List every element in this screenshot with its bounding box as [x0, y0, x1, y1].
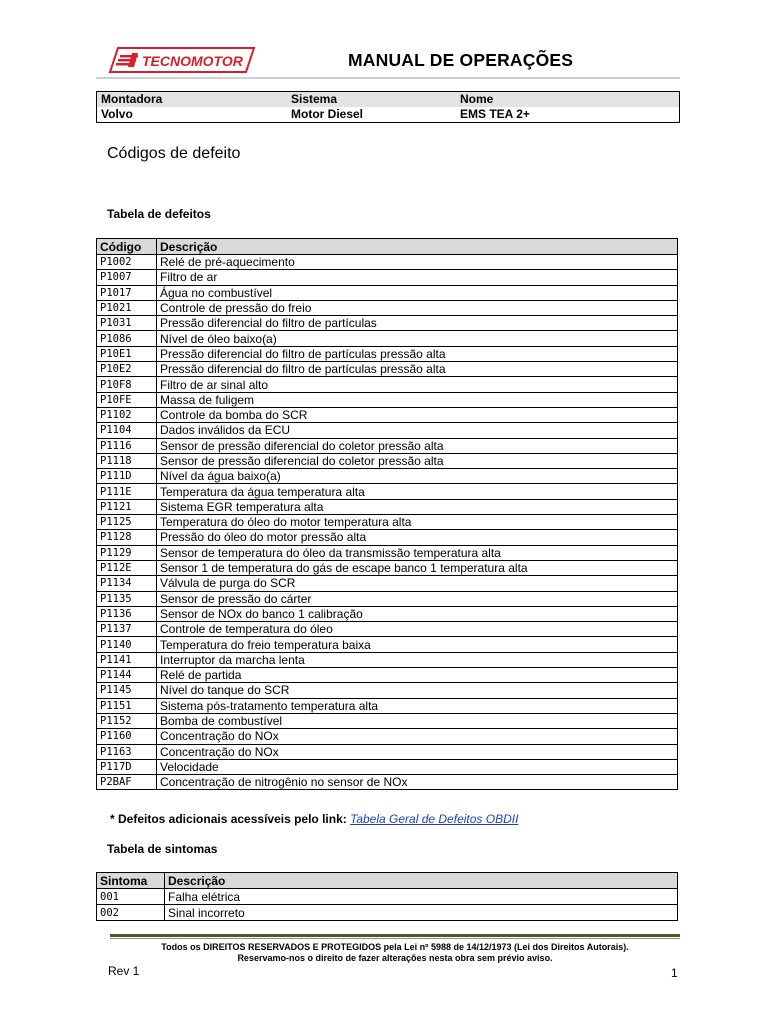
defects-header-description: Descrição [157, 239, 678, 255]
defect-row [97, 775, 678, 790]
defect-row [97, 729, 678, 744]
defect-description-cell: Sensor de temperatura do óleo da transmissão temperatura alta [157, 545, 678, 560]
copyright-line-2: Reservamo-nos o direito de fazer alterações nesta obra sem prévio aviso. [237, 953, 553, 963]
defect-row [97, 713, 678, 728]
info-value-sistema: Motor Diesel [291, 107, 364, 121]
defect-row [97, 622, 678, 637]
defect-description-cell: Pressão do óleo do motor pressão alta [157, 530, 678, 545]
defect-code-cell: P1134 [97, 576, 157, 591]
defect-description-cell: Pressão diferencial do filtro de partículas pressão alta [157, 362, 678, 377]
defect-code-cell: P1145 [97, 683, 157, 698]
defect-description-cell: Sistema EGR temperatura alta [157, 499, 678, 514]
defect-code-cell: P2BAF [97, 775, 157, 790]
defect-row [97, 560, 678, 575]
defect-row [97, 744, 678, 759]
defect-description-cell: Nível do tanque do SCR [157, 683, 678, 698]
defect-description-cell: Controle de pressão do freio [157, 300, 678, 315]
defect-row [97, 423, 678, 438]
defect-description-cell: Interruptor da marcha lenta [157, 652, 678, 667]
symptom-code-cell: 002 [97, 905, 165, 921]
defect-code-cell: P1104 [97, 423, 157, 438]
defect-description-cell: Concentração do NOx [157, 744, 678, 759]
defect-description-cell: Filtro de ar sinal alto [157, 377, 678, 392]
defect-code-cell: P1086 [97, 331, 157, 346]
defect-code-cell: P10F8 [97, 377, 157, 392]
header [96, 40, 680, 80]
symptom-description-cell: Sinal incorreto [165, 905, 678, 921]
defect-code-cell: P1116 [97, 438, 157, 453]
defect-code-cell: P1151 [97, 698, 157, 713]
defect-code-cell: P1118 [97, 453, 157, 468]
defect-description-cell: Relé de partida [157, 668, 678, 683]
defect-description-cell: Concentração de nitrogênio no sensor de NOx [157, 775, 678, 790]
defect-description-cell: Nível de óleo baixo(a) [157, 331, 678, 346]
symptoms-header-row [97, 873, 678, 889]
defect-row [97, 377, 678, 392]
copyright-line-1: Todos os DIREITOS RESERVADOS E PROTEGIDOS pela Lei nº 5988 de 14/12/1973 (Lei dos Direitos Autorais). [161, 942, 629, 952]
defect-description-cell: Concentração do NOx [157, 729, 678, 744]
symptoms-header-code: Sintoma [97, 873, 165, 889]
defect-row [97, 346, 678, 361]
defect-description-cell: Dados inválidos da ECU [157, 423, 678, 438]
defect-description-cell: Controle de temperatura do óleo [157, 622, 678, 637]
defect-code-cell: P1144 [97, 668, 157, 683]
note-text: * Defeitos adicionais acessíveis pelo link: [110, 812, 347, 826]
defect-row [97, 453, 678, 468]
symptom-row [97, 905, 678, 921]
info-header-row [97, 92, 679, 107]
info-value-nome: EMS TEA 2+ [460, 107, 530, 121]
defect-description-cell: Pressão diferencial do filtro de partículas [157, 316, 678, 331]
defect-description-cell: Sensor de pressão diferencial do coletor pressão alta [157, 453, 678, 468]
defect-row [97, 270, 678, 285]
defect-row [97, 362, 678, 377]
defect-description-cell: Nível da água baixo(a) [157, 469, 678, 484]
additional-defects-note [110, 812, 518, 826]
defect-row [97, 591, 678, 606]
symptoms-table-caption: Tabela de sintomas [107, 842, 218, 856]
defect-row [97, 637, 678, 652]
defect-row [97, 484, 678, 499]
defect-description-cell: Pressão diferencial do filtro de partículas pressão alta [157, 346, 678, 361]
defects-table-body [97, 255, 678, 790]
defect-description-cell: Velocidade [157, 759, 678, 774]
defect-code-cell: P1002 [97, 255, 157, 270]
info-header-montadora: Montadora [101, 92, 163, 106]
defect-row [97, 469, 678, 484]
defect-code-cell: P10E2 [97, 362, 157, 377]
copyright-notice [110, 942, 680, 964]
symptoms-header-description: Descrição [165, 873, 678, 889]
defect-code-cell: P117D [97, 759, 157, 774]
defect-code-cell: P1125 [97, 515, 157, 530]
defect-code-cell: P10FE [97, 392, 157, 407]
defect-row [97, 530, 678, 545]
defects-table [96, 238, 678, 790]
defects-header-row [97, 239, 678, 255]
defect-description-cell: Temperatura do óleo do motor temperatura alta [157, 515, 678, 530]
defect-row [97, 407, 678, 422]
defect-code-cell: P1031 [97, 316, 157, 331]
svg-text:TECNOMOTOR: TECNOMOTOR [142, 53, 243, 69]
footer-divider [110, 934, 680, 937]
defect-code-cell: P1152 [97, 713, 157, 728]
defect-code-cell: P111E [97, 484, 157, 499]
defect-description-cell: Filtro de ar [157, 270, 678, 285]
header-divider [96, 77, 680, 79]
defect-code-cell: P1121 [97, 499, 157, 514]
defect-row [97, 668, 678, 683]
defect-code-cell: P1163 [97, 744, 157, 759]
section-title: Códigos de defeito [107, 145, 241, 162]
defect-row [97, 392, 678, 407]
defect-row [97, 698, 678, 713]
defects-table-caption: Tabela de defeitos [107, 207, 211, 221]
defect-row [97, 316, 678, 331]
defect-description-cell: Massa de fuligem [157, 392, 678, 407]
defect-description-cell: Temperatura do freio temperatura baixa [157, 637, 678, 652]
defect-code-cell: P10E1 [97, 346, 157, 361]
defect-description-cell: Sensor de pressão do cárter [157, 591, 678, 606]
defect-code-cell: P1128 [97, 530, 157, 545]
tecnomotor-logo [108, 46, 256, 74]
defect-description-cell: Bomba de combustível [157, 713, 678, 728]
defects-header-code: Código [97, 239, 157, 255]
defect-description-cell: Relé de pré-aquecimento [157, 255, 678, 270]
defect-code-cell: P111D [97, 469, 157, 484]
defect-code-cell: P1135 [97, 591, 157, 606]
defect-description-cell: Sensor de NOx do banco 1 calibração [157, 606, 678, 621]
defect-code-cell: P1007 [97, 270, 157, 285]
defect-code-cell: P1137 [97, 622, 157, 637]
defect-row [97, 285, 678, 300]
defect-code-cell: P1136 [97, 606, 157, 621]
info-header-sistema: Sistema [291, 92, 338, 106]
defect-code-cell: P1141 [97, 652, 157, 667]
symptoms-table [96, 872, 678, 921]
document-title: MANUAL DE OPERAÇÕES [348, 50, 574, 70]
defect-description-cell: Válvula de purga do SCR [157, 576, 678, 591]
defect-description-cell: Água no combustível [157, 285, 678, 300]
symptom-code-cell: 001 [97, 889, 165, 905]
defect-description-cell: Controle da bomba do SCR [157, 407, 678, 422]
defect-code-cell: P1017 [97, 285, 157, 300]
defect-row [97, 331, 678, 346]
defect-row [97, 576, 678, 591]
defect-code-cell: P1021 [97, 300, 157, 315]
vehicle-info-table [96, 91, 680, 123]
defect-row [97, 515, 678, 530]
defect-code-cell: P1129 [97, 545, 157, 560]
defect-description-cell: Temperatura da água temperatura alta [157, 484, 678, 499]
defect-code-cell: P1160 [97, 729, 157, 744]
defect-row [97, 438, 678, 453]
defect-row [97, 683, 678, 698]
symptom-row [97, 889, 678, 905]
defect-row [97, 300, 678, 315]
obdii-table-link[interactable]: Tabela Geral de Defeitos OBDII [350, 812, 519, 826]
defect-row [97, 545, 678, 560]
defect-description-cell: Sistema pós-tratamento temperatura alta [157, 698, 678, 713]
info-value-montadora: Volvo [101, 107, 133, 121]
info-value-row [97, 107, 679, 122]
defect-code-cell: P1102 [97, 407, 157, 422]
defect-code-cell: P1140 [97, 637, 157, 652]
defect-row [97, 759, 678, 774]
defect-description-cell: Sensor 1 de temperatura do gás de escape banco 1 temperatura alta [157, 560, 678, 575]
info-header-nome: Nome [460, 92, 494, 106]
defect-row [97, 255, 678, 270]
defect-row [97, 606, 678, 621]
defect-row [97, 499, 678, 514]
page-number: 1 [671, 966, 678, 980]
symptom-description-cell: Falha elétrica [165, 889, 678, 905]
symptoms-table-body [97, 889, 678, 921]
revision-label: Rev 1 [108, 964, 140, 978]
defect-description-cell: Sensor de pressão diferencial do coletor pressão alta [157, 438, 678, 453]
footer-divider-thin [110, 938, 680, 939]
defect-row [97, 652, 678, 667]
defect-code-cell: P112E [97, 560, 157, 575]
